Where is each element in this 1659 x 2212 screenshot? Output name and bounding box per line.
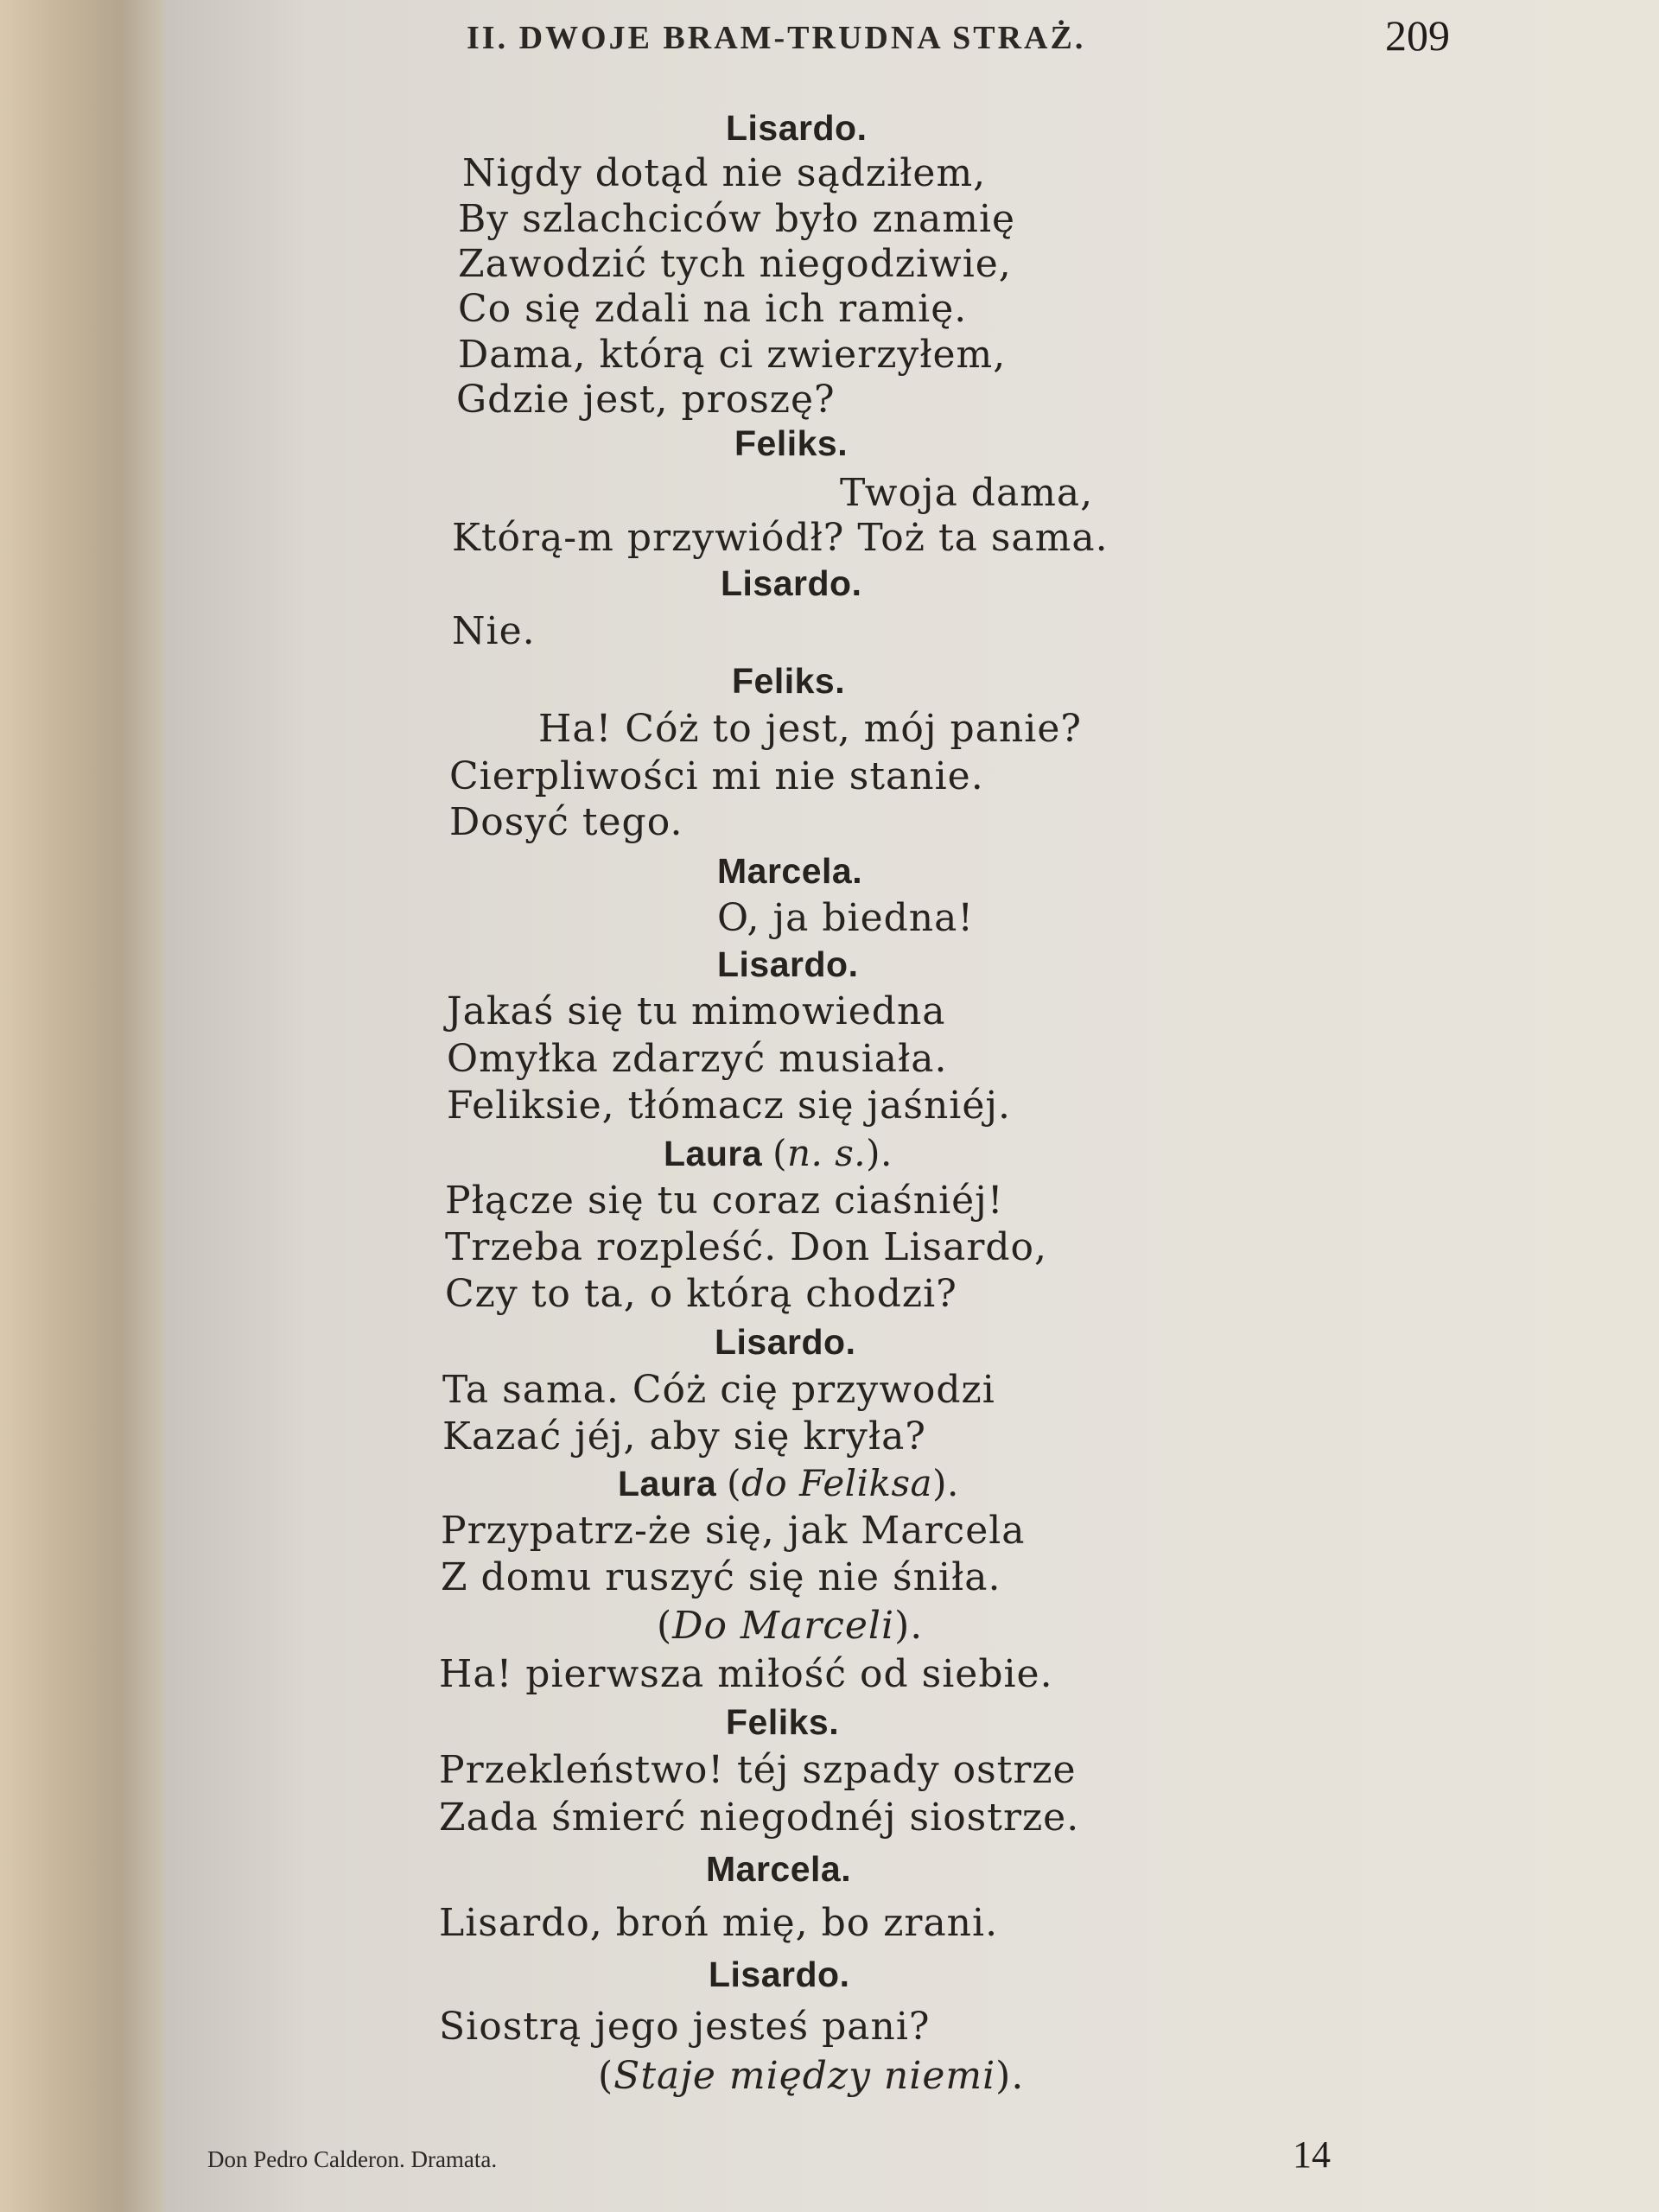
speaker-name bbox=[618, 1462, 959, 1504]
note-text: n. s. bbox=[786, 1132, 867, 1174]
verse-line: Lisardo, broń mię, bo zrani. bbox=[439, 1901, 999, 1945]
verse-line: Czy to ta, o którą chodzi? bbox=[445, 1272, 957, 1316]
stage-direction bbox=[598, 2054, 1024, 2098]
speaker-name: Lisardo. bbox=[717, 944, 859, 984]
verse-line: Siostrą jego jesteś pani? bbox=[439, 2005, 931, 2049]
verse-line: Zada śmierć niegodnéj siostrze. bbox=[439, 1796, 1080, 1840]
paren-close: ). bbox=[995, 2054, 1025, 2098]
speaker-name: Lisardo. bbox=[709, 1955, 850, 1994]
paren-close: ). bbox=[866, 1132, 893, 1174]
verse-line: Dosyć tego. bbox=[449, 800, 683, 844]
speaker-name: Marcela. bbox=[717, 851, 863, 891]
book-spine-shadow bbox=[0, 0, 173, 2212]
paren-open: ( bbox=[598, 2054, 614, 2098]
verse-line: Ta sama. Cóż cię przywodzi bbox=[442, 1368, 995, 1412]
verse-line: Ha! pierwsza miłość od siebie. bbox=[439, 1652, 1053, 1696]
verse-line: Nie. bbox=[452, 609, 536, 653]
note-text: do Feliksa bbox=[741, 1462, 933, 1504]
footer-imprint: Don Pedro Calderon. Dramata. bbox=[207, 2146, 498, 2172]
speaker-name: Lisardo. bbox=[726, 108, 868, 148]
speaker-name: Feliks. bbox=[734, 423, 849, 463]
verse-line: Trzeba rozpleść. Don Lisardo, bbox=[445, 1225, 1048, 1269]
verse-line: Kazać jéj, aby się kryła? bbox=[442, 1414, 927, 1459]
speaker-label: Laura bbox=[618, 1464, 717, 1503]
paren-close: ). bbox=[932, 1462, 959, 1504]
paren-open: ( bbox=[657, 1604, 673, 1648]
paren-close: ). bbox=[894, 1604, 924, 1648]
stage-note bbox=[772, 1132, 893, 1174]
verse-line: Dama, którą ci zwierzyłem, bbox=[458, 333, 1007, 377]
paren-open: ( bbox=[772, 1132, 787, 1174]
book-page bbox=[164, 0, 1659, 2212]
speaker-label: Laura bbox=[664, 1134, 763, 1173]
stage-direction-text: Staje między niemi bbox=[613, 2054, 996, 2098]
verse-line: O, ja biedna! bbox=[717, 896, 975, 940]
verse-line: Twoja dama, bbox=[840, 471, 1094, 515]
verse-line: Z domu ruszyć się nie śniła. bbox=[441, 1555, 1001, 1599]
verse-line: Płącze się tu coraz ciaśniéj! bbox=[445, 1179, 1004, 1223]
signature-mark: 14 bbox=[1293, 2133, 1331, 2176]
speaker-name: Feliks. bbox=[732, 661, 846, 701]
verse-line: By szlachciców było znamię bbox=[458, 197, 1016, 241]
verse-line: Co się zdali na ich ramię. bbox=[458, 287, 968, 331]
verse-line: Jakaś się tu mimowiedna bbox=[447, 989, 946, 1033]
stage-direction bbox=[657, 1604, 923, 1648]
speaker-name: Lisardo. bbox=[715, 1322, 856, 1362]
speaker-name: Feliks. bbox=[726, 1702, 840, 1742]
speaker-name bbox=[664, 1132, 893, 1174]
verse-line: Omyłka zdarzyć musiała. bbox=[447, 1037, 948, 1081]
drama-text bbox=[164, 0, 1659, 2160]
verse-line: Zawodzić tych niegodziwie, bbox=[458, 242, 1012, 286]
running-header: II. DWOJE BRAM-TRUDNA STRAŻ. bbox=[467, 20, 1086, 56]
speaker-name: Marcela. bbox=[706, 1849, 852, 1889]
verse-line: Cierpliwości mi nie stanie. bbox=[449, 754, 984, 798]
stage-note bbox=[727, 1462, 959, 1504]
verse-line: Przekleństwo! téj szpady ostrze bbox=[439, 1748, 1077, 1792]
stage-direction-text: Do Marceli bbox=[672, 1604, 895, 1648]
verse-line: Ha! Cóż to jest, mój panie? bbox=[538, 707, 1082, 751]
verse-line: Przypatrz-że się, jak Marcela bbox=[441, 1509, 1026, 1553]
verse-line: Nigdy dotąd nie sądziłem, bbox=[462, 151, 987, 195]
page-number: 209 bbox=[1385, 11, 1450, 60]
verse-line: Gdzie jest, proszę? bbox=[456, 378, 836, 422]
verse-line: Feliksie, tłómacz się jaśniéj. bbox=[447, 1084, 1012, 1128]
verse-line: Którą-m przywiódł? Toż ta sama. bbox=[452, 516, 1109, 560]
speaker-name: Lisardo. bbox=[721, 563, 862, 603]
paren-open: ( bbox=[727, 1462, 741, 1504]
